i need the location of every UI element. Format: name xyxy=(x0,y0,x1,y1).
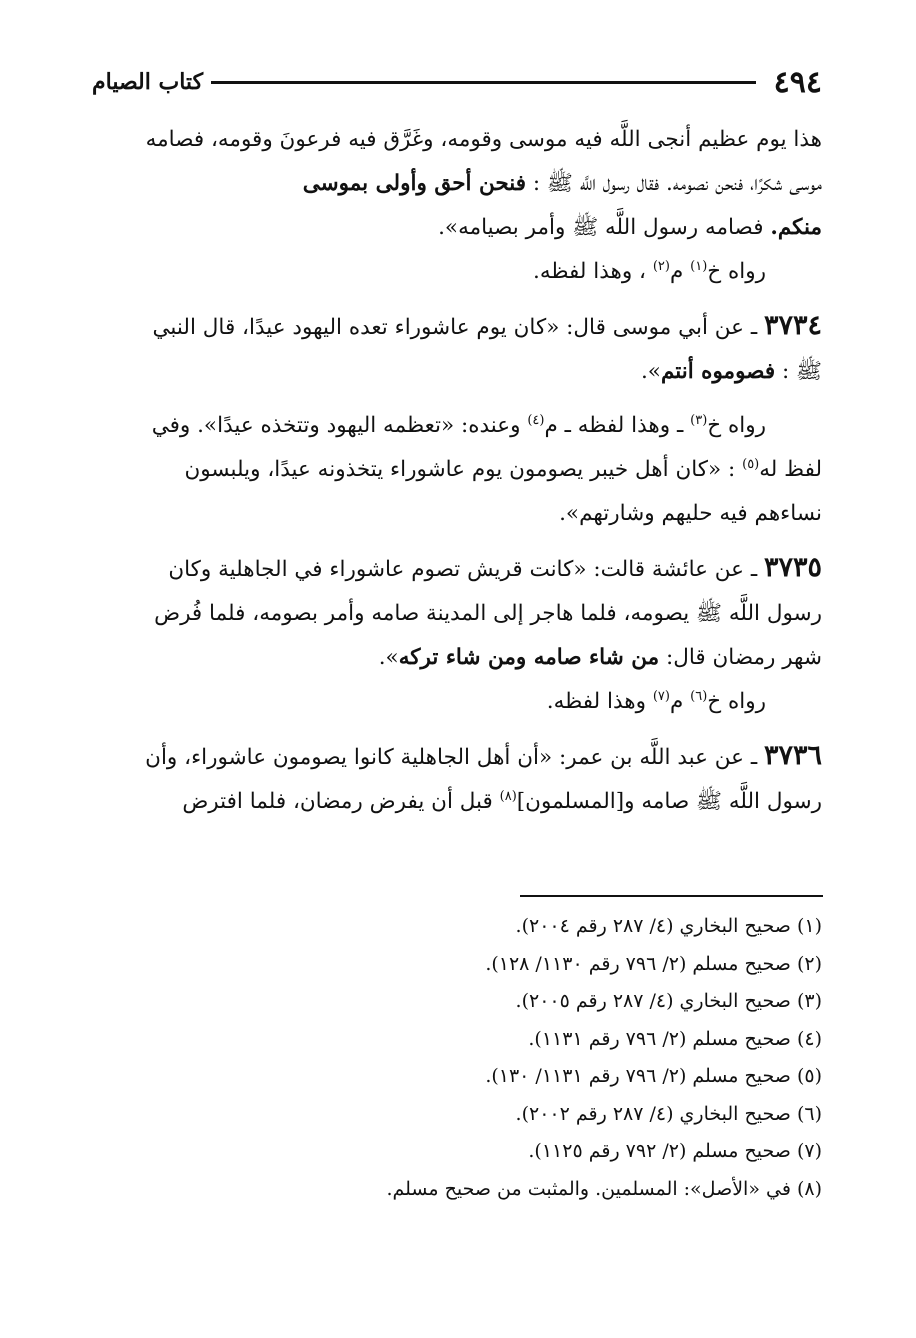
footnote-2: (٢) صحيح مسلم (٢/ ٧٩٦ رقم ١١٣٠/ ١٢٨). xyxy=(485,952,822,975)
book-title: كتاب الصيام xyxy=(92,69,204,95)
hadith-3735: ٣٧٣٥ ـ عن عائشة قالت: «كانت قريش تصوم عاشوراء في الجاهلية وكان xyxy=(168,552,822,583)
footnotes xyxy=(92,908,822,1208)
footnote-6: (٦) صحيح البخاري (٤/ ٢٨٧ رقم ٢٠٠٢). xyxy=(515,1102,822,1125)
text-line: شهر رمضان قال: من شاء صامه ومن شاء تركه». xyxy=(378,645,822,670)
text-line: منكم. فصامه رسول اللَّه ﷺ وأمر بصيامه». xyxy=(438,215,822,240)
footnote-8: (٨) في «الأصل»: المسلمين. والمثبت من صحيح مسلم. xyxy=(386,1177,822,1200)
text-line: نساءهم فيه حليهم وشارتهم». xyxy=(559,501,822,526)
text-line: موسى شكرًا، فنحن نصومه. فقال رسول اللَّه ﷺ : فنحن أحق وأولى بموسى xyxy=(302,171,822,196)
hadith-3734: ٣٧٣٤ ـ عن أبي موسى قال: «كان يوم عاشوراء تعده اليهود عيدًا، قال النبي xyxy=(152,310,822,341)
footnote-1: (١) صحيح البخاري (٤/ ٢٨٧ رقم ٢٠٠٤). xyxy=(515,915,822,937)
hadith-number: ٣٧٣٦ xyxy=(763,740,822,771)
text-line: هذا يوم عظيم أنجى اللَّه فيه موسى وقومه، وغَرَّق فيه فرعونَ وقومه، فصامه xyxy=(145,127,822,152)
footnote-7: (٧) صحيح مسلم (٢/ ٧٩٢ رقم ١١٢٥). xyxy=(528,1140,822,1162)
footnote-3: (٣) صحيح البخاري (٤/ ٢٨٧ رقم ٢٠٠٥). xyxy=(515,990,822,1012)
page-number: ٤٩٤ xyxy=(773,64,822,100)
text-line: رسول اللَّه ﷺ يصومه، فلما هاجر إلى المدينة صامه وأمر بصومه، فلما فُرض xyxy=(154,601,822,626)
riwaya-line: رواه خ$^{(٦)}$ م$^{(٧)}$ وهذا لفظه. xyxy=(546,688,766,714)
footnote-rule xyxy=(520,895,823,897)
riwaya-line: رواه خ$^{(٣)}$ ـ وهذا لفظه ـ م$^{(٤)}$ وعنده: «تعظمه اليهود وتتخذه عيدًا». وفي xyxy=(151,412,766,438)
header-rule xyxy=(211,81,756,84)
riwaya-line: رواه خ$^{(١)}$ م$^{(٢)}$ ، وهذا لفظه. xyxy=(532,258,766,284)
text-line: ﷺ : فصوموه أنتم». xyxy=(640,359,822,384)
hadith-number: ٣٧٣٥ xyxy=(763,552,822,583)
hadith-3736: ٣٧٣٦ ـ عن عبد اللَّه بن عمر: «أن أهل الجاهلية كانوا يصومون عاشوراء، وأن xyxy=(145,740,822,771)
page-header xyxy=(92,62,822,102)
text-line: لفظ له$^{(٥)}$ : «كان أهل خيبر يصومون يوم عاشوراء يتخذونه عيدًا، ويلبسون xyxy=(184,456,822,482)
text-line: رسول اللَّه ﷺ صامه و[المسلمون]$^{(٨)}$ قبل أن يفرض رمضان، فلما افترض xyxy=(182,788,822,814)
hadith-number: ٣٧٣٤ xyxy=(763,310,822,341)
footnote-4: (٤) صحيح مسلم (٢/ ٧٩٦ رقم ١١٣١). xyxy=(528,1027,822,1050)
main-text xyxy=(92,118,822,824)
footnote-5: (٥) صحيح مسلم (٢/ ٧٩٦ رقم ١١٣١/ ١٣٠). xyxy=(485,1065,822,1087)
